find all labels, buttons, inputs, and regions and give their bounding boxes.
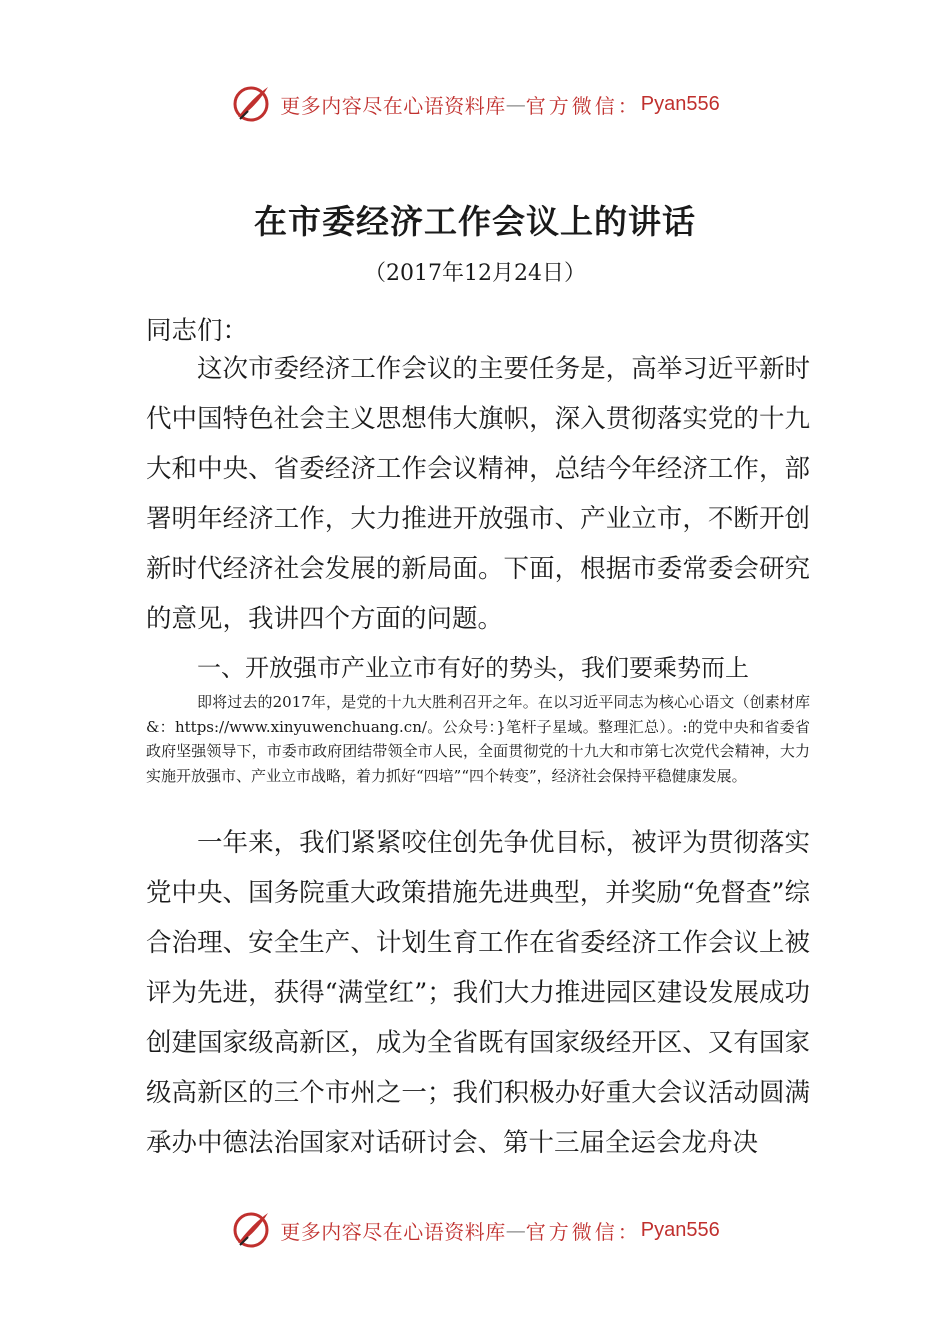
banner-separator: —: [505, 92, 526, 116]
banner-wechat-label: 官方微信：: [525, 1219, 641, 1244]
quill-logo-icon: [230, 83, 272, 125]
document-date: （2017年12月24日）: [364, 261, 586, 286]
banner-wechat-id: Pyan556: [640, 1218, 720, 1241]
greeting: 同志们：: [146, 316, 249, 346]
footer-banner: [0, 1206, 950, 1254]
banner-wechat-label: 官方微信：: [525, 93, 641, 118]
section-heading-1: 一、开放强市产业立市有好的势头，我们要乘势而上: [197, 654, 749, 682]
document-title: 在市委经济工作会议上的讲话: [254, 202, 696, 241]
paragraph-2: 一年来，我们紧紧咬住创先争优目标，被评为贯彻落实党中央、国务院重大政策措施先进典型，并奖励“免督查”综合治理、安全生产、计划生育工作在省委经济工作会议上被评为先进，获得“满堂红”；我们大力推进园区建设发展成功创建国家级高新区，成为全省既有国家级经开区、又有国家级高新区的三个市州之一；我们积极办好重大会议活动圆满承办中德法治国家对话研讨会、第十三届全运会龙舟决: [146, 828, 810, 1158]
paragraph-1: 这次市委经济工作会议的主要任务是，高举习近平新时代中国特色社会主义思想伟大旗帜，深入贯彻落实党的十九大和中央、省委经济工作会议精神，总结今年经济工作，部署明年经济工作，大力推进开放强市、产业立市，不断开创新时代经济社会发展的新局面。下面，根据市委常委会研究的意见，我讲四个方面的问题。: [146, 354, 810, 634]
banner-text: 更多内容尽在心语资料库: [280, 93, 506, 118]
small-paragraph: 即将过去的2017年，是党的十九大胜利召开之年。在以习近平同志为核心心语文（创素材库&：https://www.xinyuwenchuang.cn/。公众号：}笔杆子星域。整理汇总）。:的党中央和省委省政府坚强领导下，市委市政府团结带领全市人民，全面贯彻党的十九大和市第七次党代会精神，大力实施开放强市、产业立市战略，着力抓好“四培”“四个转变”，经济社会保持平稳健康发展。: [146, 693, 810, 785]
banner-text: 更多内容尽在心语资料库: [280, 1219, 506, 1244]
quill-logo-icon: [230, 1209, 272, 1251]
header-banner: [0, 80, 950, 128]
banner-separator: —: [505, 1218, 526, 1242]
banner-wechat-id: Pyan556: [640, 92, 720, 115]
